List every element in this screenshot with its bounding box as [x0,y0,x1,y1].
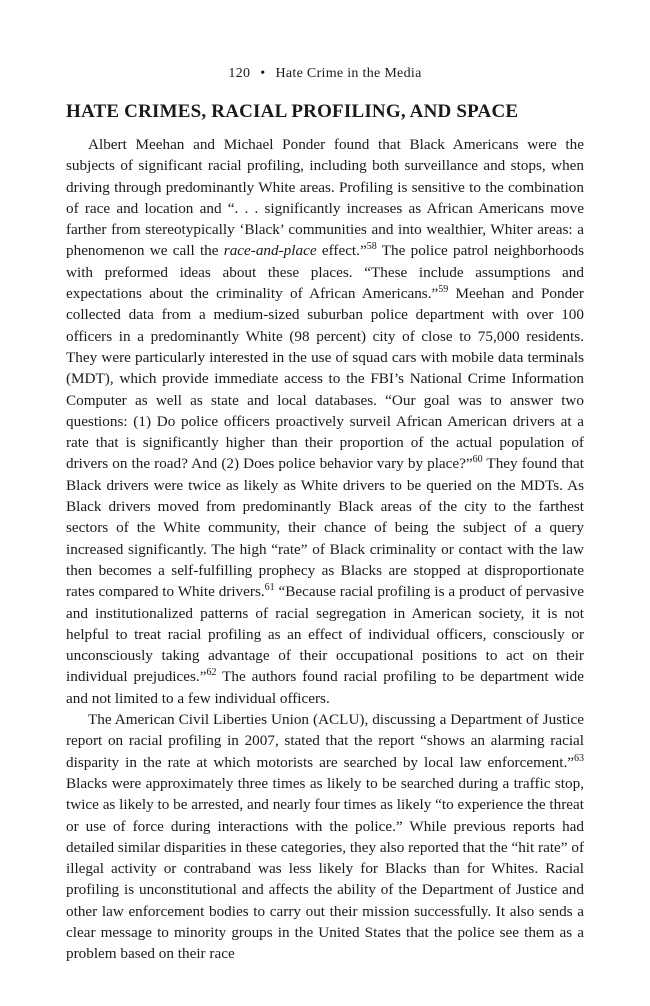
footnote-ref-60: 60 [472,454,483,466]
paragraph-text: Albert Meehan and Michael Ponder found that Black Americans were the subjects of significant racial profiling, including both surveillance and stops, when driving through predominantly White areas. Profiling is sensitive to the combination of race and location and “. . . significantly increases as African Americans move farther from stereotypically ‘Black’ communities and into wealthier, Whiter areas: a phenomenon we call the [66,136,584,260]
book-page [66,64,584,965]
body-paragraph-1 [66,134,584,709]
paragraph-text: The American Civil Liberties Union (ACLU), discussing a Department of Justice report on racial profiling in 2007, stated that the report “shows an alarming racial disparity in the rate at which motorists are searched by local law enforcement.” [66,711,584,771]
paragraph-text: The police patrol neighborhoods with preformed ideas about these places. “These include assumptions and expectations about the criminality of African Americans.” [66,242,584,303]
running-head [66,64,584,84]
book-title: Hate Crime in the Media [275,66,422,81]
footnote-ref-58: 58 [366,241,377,253]
paragraph-text: The authors found racial profiling to be department wide and not limited to a few individual officers. [66,668,584,707]
paragraph-text: effect.” [316,242,367,260]
paragraph-text: They found that Black drivers were twice as likely as White drivers to be queried on the MDTs. As Black drivers moved from predominantly Black areas of the city to the farthest sectors of the White community, their chance of being the subject of a query increased significantly. The high “rate” of Black criminality or contact with the law then becomes a self-fulfilling prophecy as Blacks are stopped at disproportionate rates compared to White drivers. [66,455,584,601]
page-number: 120 [228,66,251,81]
footnote-ref-63: 63 [574,752,584,764]
italic-term: race-and-place [223,242,317,260]
paragraph-text: Blacks were approximately three times as likely to be searched during a traffic stop, twice as likely to be arrested, and nearly four times as likely “to experience the threat or use of force during interactions with the police.” While previous reports had detailed similar disparities in these categories, they also reported that the “hit rate” of illegal activity or contraband was less likely for Blacks than for Whites. Racial profiling is unconstitutional and affects the ability of the Department of Justice and other law enforcement bodies to carry out their mission successfully. It also sends a clear message to minority groups in the United States that the police see them as a problem based on their race [66,774,584,963]
running-head-separator: • [260,66,266,81]
footnote-ref-59: 59 [438,284,449,296]
footnote-ref-62: 62 [206,667,217,679]
paragraph-text: Meehan and Ponder collected data from a medium-sized suburban police department with over 100 officers in a predominantly White (98 percent) city of close to 75,000 residents. They were particularly interested in the use of squad cars with mobile data terminals (MDT), which provide immediate access to the FBI’s National Crime Information Computer as well as state and local databases. “Our goal was to answer two questions: (1) Do police officers proactively surveil African American drivers at a rate that is significantly higher than their proportion of the actual population of drivers on the road? And (2) Does police behavior vary by place?” [66,285,584,473]
body-paragraph-2 [66,709,584,965]
paragraph-text: “Because racial profiling is a product of pervasive and institutionalized patterns of racial segregation in American society, it is not helpful to treat racial profiling as an effect of individual officers, consciously or unconsciously taking advantage of their occupational positions to act on their individual prejudices.” [66,583,584,686]
footnote-ref-61: 61 [264,582,275,594]
section-title: HATE CRIMES, RACIAL PROFILING, AND SPACE [66,101,519,122]
